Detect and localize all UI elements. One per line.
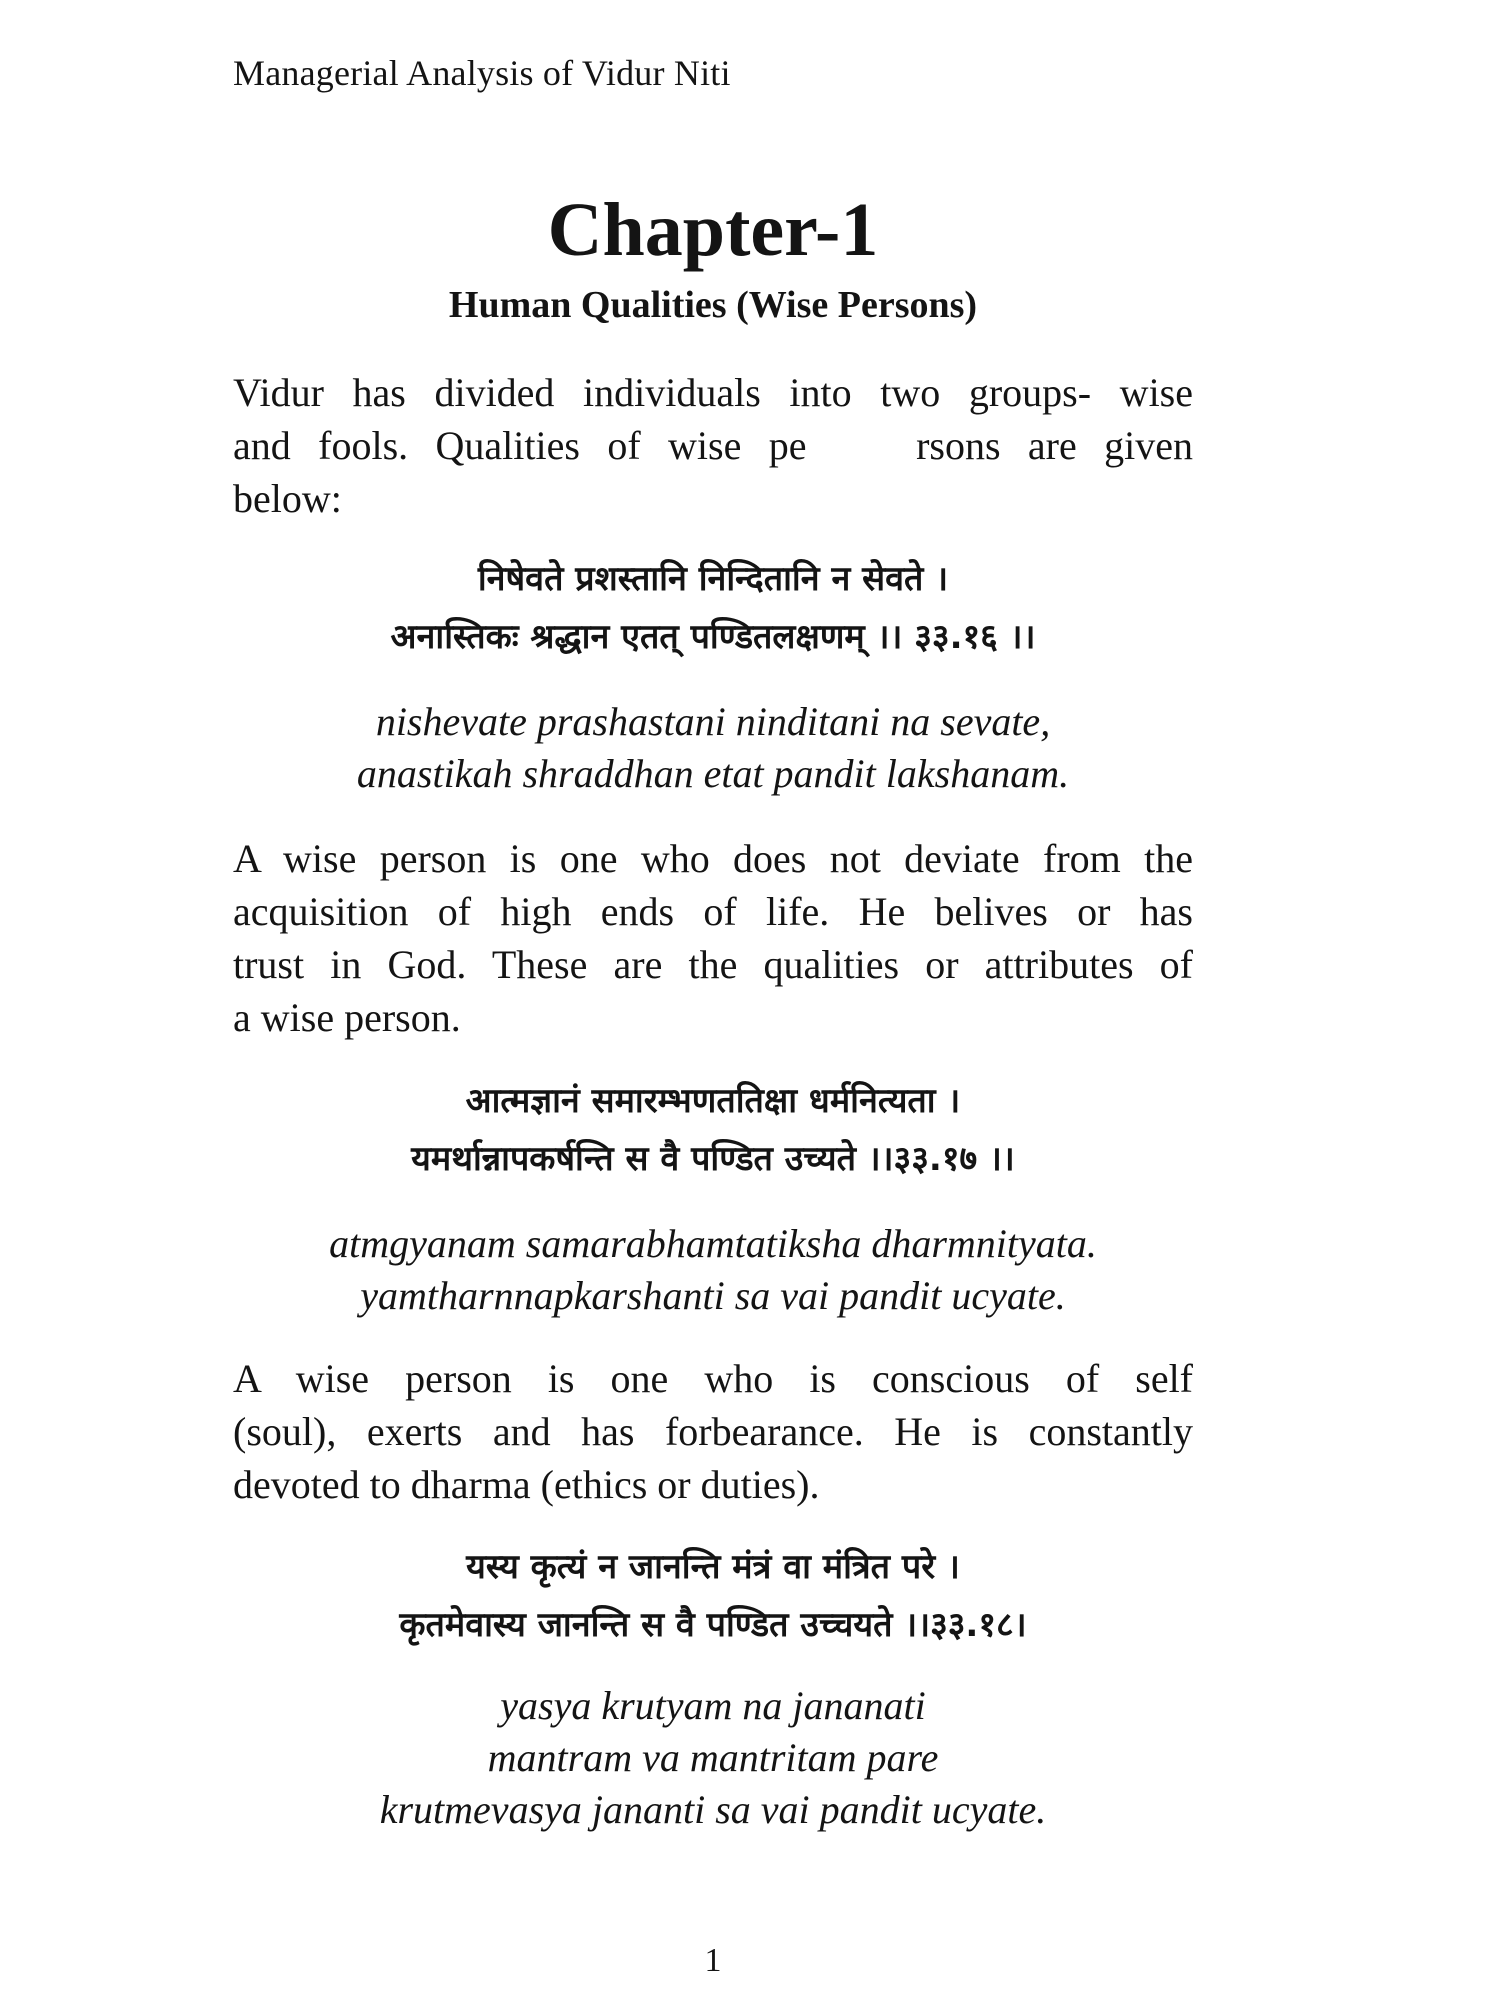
chapter-subtitle: Human Qualities (Wise Persons)	[448, 284, 978, 326]
explanation-paragraph-2	[233, 1352, 1193, 1511]
transliteration-line: yamtharnnapkarshanti sa vai pandit ucyate.	[360, 1273, 1066, 1318]
sanskrit-line: अनास्तिकः श्रद्धान एतत् पण्डितलक्षणम् ।। ३३.१६ ।।	[390, 617, 1036, 657]
page-number: 1	[704, 1942, 722, 1979]
explanation-line: A wise person is one who does not deviate from the	[233, 836, 1193, 881]
transliteration-line: anastikah shraddhan etat pandit lakshanam.	[356, 751, 1070, 796]
transliteration-1	[233, 696, 1193, 800]
running-head: Managerial Analysis of Vidur Niti	[233, 53, 731, 93]
intro-line: and fools. Qualities of wise pe rsons are given	[233, 423, 1193, 468]
transliteration-2	[233, 1218, 1193, 1322]
intro-paragraph	[233, 366, 1193, 525]
sanskrit-line: यमर्थान्नापकर्षन्ति स वै पण्डित उच्यते ।।३३.१७ ।।	[411, 1139, 1015, 1179]
explanation-line: devoted to dharma (ethics or duties).	[233, 1462, 820, 1507]
transliteration-3	[233, 1680, 1193, 1836]
explanation-line: trust in God. These are the qualities or attributes of	[233, 942, 1193, 987]
intro-line: below:	[233, 476, 342, 521]
chapter-title: Chapter-1	[547, 188, 879, 272]
transliteration-line: atmgyanam samarabhamtatiksha dharmnityata.	[329, 1221, 1097, 1266]
transliteration-line: mantram va mantritam pare	[487, 1735, 939, 1780]
transliteration-line: yasya krutyam na jananati	[500, 1683, 926, 1728]
explanation-line: A wise person is one who is conscious of self	[233, 1356, 1193, 1401]
explanation-line: (soul), exerts and has forbearance. He is constantly	[233, 1409, 1193, 1454]
transliteration-line: krutmevasya jananti sa vai pandit ucyate.	[379, 1787, 1047, 1832]
explanation-line: a wise person.	[233, 995, 461, 1040]
sanskrit-line: यस्य कृत्यं न जानन्ति मंत्रं वा मंत्रित परे ।	[466, 1547, 960, 1587]
explanation-paragraph-1	[233, 832, 1193, 1044]
intro-line: Vidur has divided individuals into two groups- wise	[233, 370, 1193, 415]
transliteration-line: nishevate prashastani ninditani na sevate,	[375, 699, 1051, 744]
sanskrit-line: आत्मज्ञानं समारम्भणततिक्षा धर्मनित्यता ।	[465, 1081, 961, 1121]
sanskrit-verse-3	[233, 1538, 1193, 1654]
sanskrit-line: कृतमेवास्य जानन्ति स वै पण्डित उच्चयते ।।३३.१८।	[399, 1605, 1027, 1645]
sanskrit-line: निषेवते प्रशस्तानि निन्दितानि न सेवते ।	[477, 559, 949, 599]
sanskrit-verse-1	[233, 550, 1193, 666]
explanation-line: acquisition of high ends of life. He belives or has	[233, 889, 1193, 934]
sanskrit-verse-2	[233, 1072, 1193, 1188]
